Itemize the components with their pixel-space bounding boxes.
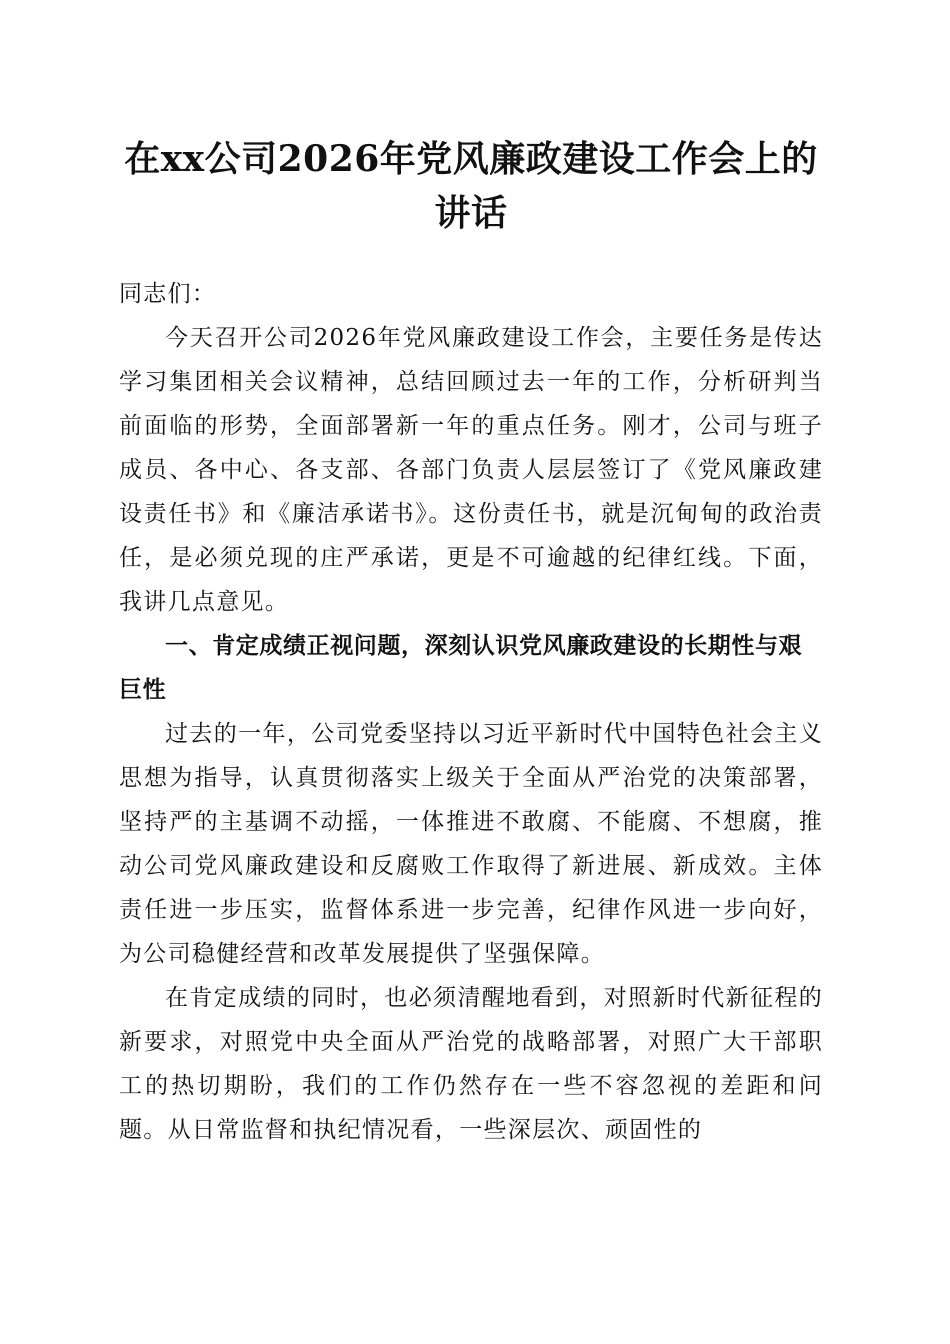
document-title: 在xx公司2026年党风廉政建设工作会上的讲话 xyxy=(124,138,818,234)
document-body xyxy=(119,132,823,1152)
paragraph-problems: 在肯定成绩的同时，也必须清醒地看到，对照新时代新征程的新要求，对照党中央全面从严治党的战略部署，对照广大干部职工的热切期盼，我们的工作仍然存在一些不容忽视的差距和问题。从日常监督和执纪情况看，一些深层次、顽固性的 xyxy=(119,985,823,1143)
section-heading-1: 一、肯定成绩正视问题，深刻认识党风廉政建设的长期性与艰巨性 xyxy=(119,633,803,703)
greeting: 同志们： xyxy=(119,281,217,307)
paragraph-intro: 今天召开公司2026年党风廉政建设工作会，主要任务是传达学习集团相关会议精神，总结回顾过去一年的工作，分析研判当前面临的形势，全面部署新一年的重点任务。刚才，公司与班子成员、各中心、各支部、各部门负责人层层签订了《党风廉政建设责任书》和《廉洁承诺书》。这份责任书，就是沉甸甸的政治责任，是必须兑现的庄严承诺，更是不可逾越的纪律红线。下面，我讲几点意见。 xyxy=(119,325,823,615)
paragraph-achievements: 过去的一年，公司党委坚持以习近平新时代中国特色社会主义思想为指导，认真贯彻落实上级关于全面从严治党的决策部署，坚持严的主基调不动摇，一体推进不敢腐、不能腐、不想腐，推动公司党风廉政建设和反腐败工作取得了新进展、新成效。主体责任进一步压实，监督体系进一步完善，纪律作风进一步向好，为公司稳健经营和改革发展提供了坚强保障。 xyxy=(119,721,823,967)
